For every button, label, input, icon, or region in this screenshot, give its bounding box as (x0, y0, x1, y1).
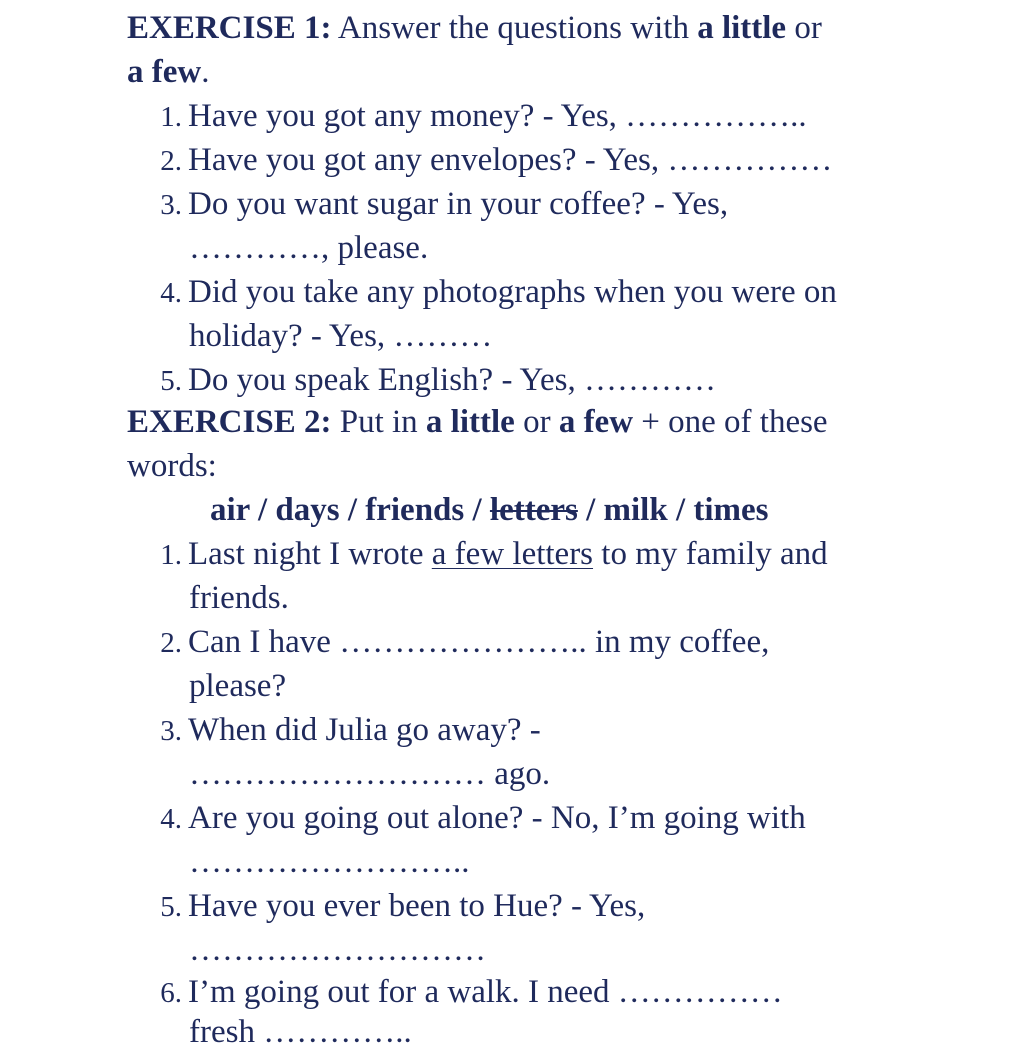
ex1-question-4: 4. Did you take any photographs when you were on (160, 274, 837, 310)
ex2-question-2: 2. Can I have ………………….. in my coffee, (160, 624, 770, 660)
ex2-question-4: 4. Are you going out alone? - No, I’m going with (160, 800, 806, 836)
exercise-2-heading: EXERCISE 2: (127, 404, 332, 440)
crossed-word: letters (489, 492, 578, 528)
ex2-question-5: 5. Have you ever been to Hue? - Yes, (160, 888, 646, 924)
ex2-question-3: 3. When did Julia go away? - (160, 712, 541, 748)
ex2-question-6-cont: fresh ………….. (189, 1014, 412, 1050)
ex1-question-3: 3. Do you want sugar in your coffee? - Yes, (160, 186, 729, 222)
ex2-question-6: 6. I’m going out for a walk. I need …………… (160, 974, 783, 1010)
ex1-question-5: 5. Do you speak English? - Yes, ………… (160, 362, 716, 398)
ex2-question-2-cont: please? (189, 668, 287, 704)
ex2-question-1-cont: friends. (189, 580, 289, 616)
ex1-question-2: 2. Have you got any envelopes? - Yes, …………… (160, 142, 833, 178)
exercise-1-intro-cont: a few. (127, 54, 210, 90)
example-answer: a few letters (431, 536, 594, 572)
ex1-question-3-cont: …………, please. (189, 230, 429, 266)
exercise-1-intro: EXERCISE 1: Answer the questions with a little or (127, 10, 822, 46)
ex2-question-4-cont: …………………….. (189, 844, 470, 880)
exercise-2-intro: EXERCISE 2: Put in a little or a few + one of these (127, 404, 828, 440)
ex2-question-1: 1. Last night I wrote a few letters to my family and (160, 536, 828, 572)
ex1-question-1: 1. Have you got any money? - Yes, …………….. (160, 98, 807, 134)
ex2-question-3-cont: ……………………… ago. (189, 756, 551, 792)
word-box: air / days / friends / letters / milk / times (210, 492, 769, 528)
exercise-2-intro-cont: words: (127, 448, 217, 484)
exercise-1-heading: EXERCISE 1: (127, 10, 332, 46)
ex2-question-5-cont: ……………………… (189, 932, 486, 968)
ex1-question-4-cont: holiday? - Yes, ……… (189, 318, 493, 354)
